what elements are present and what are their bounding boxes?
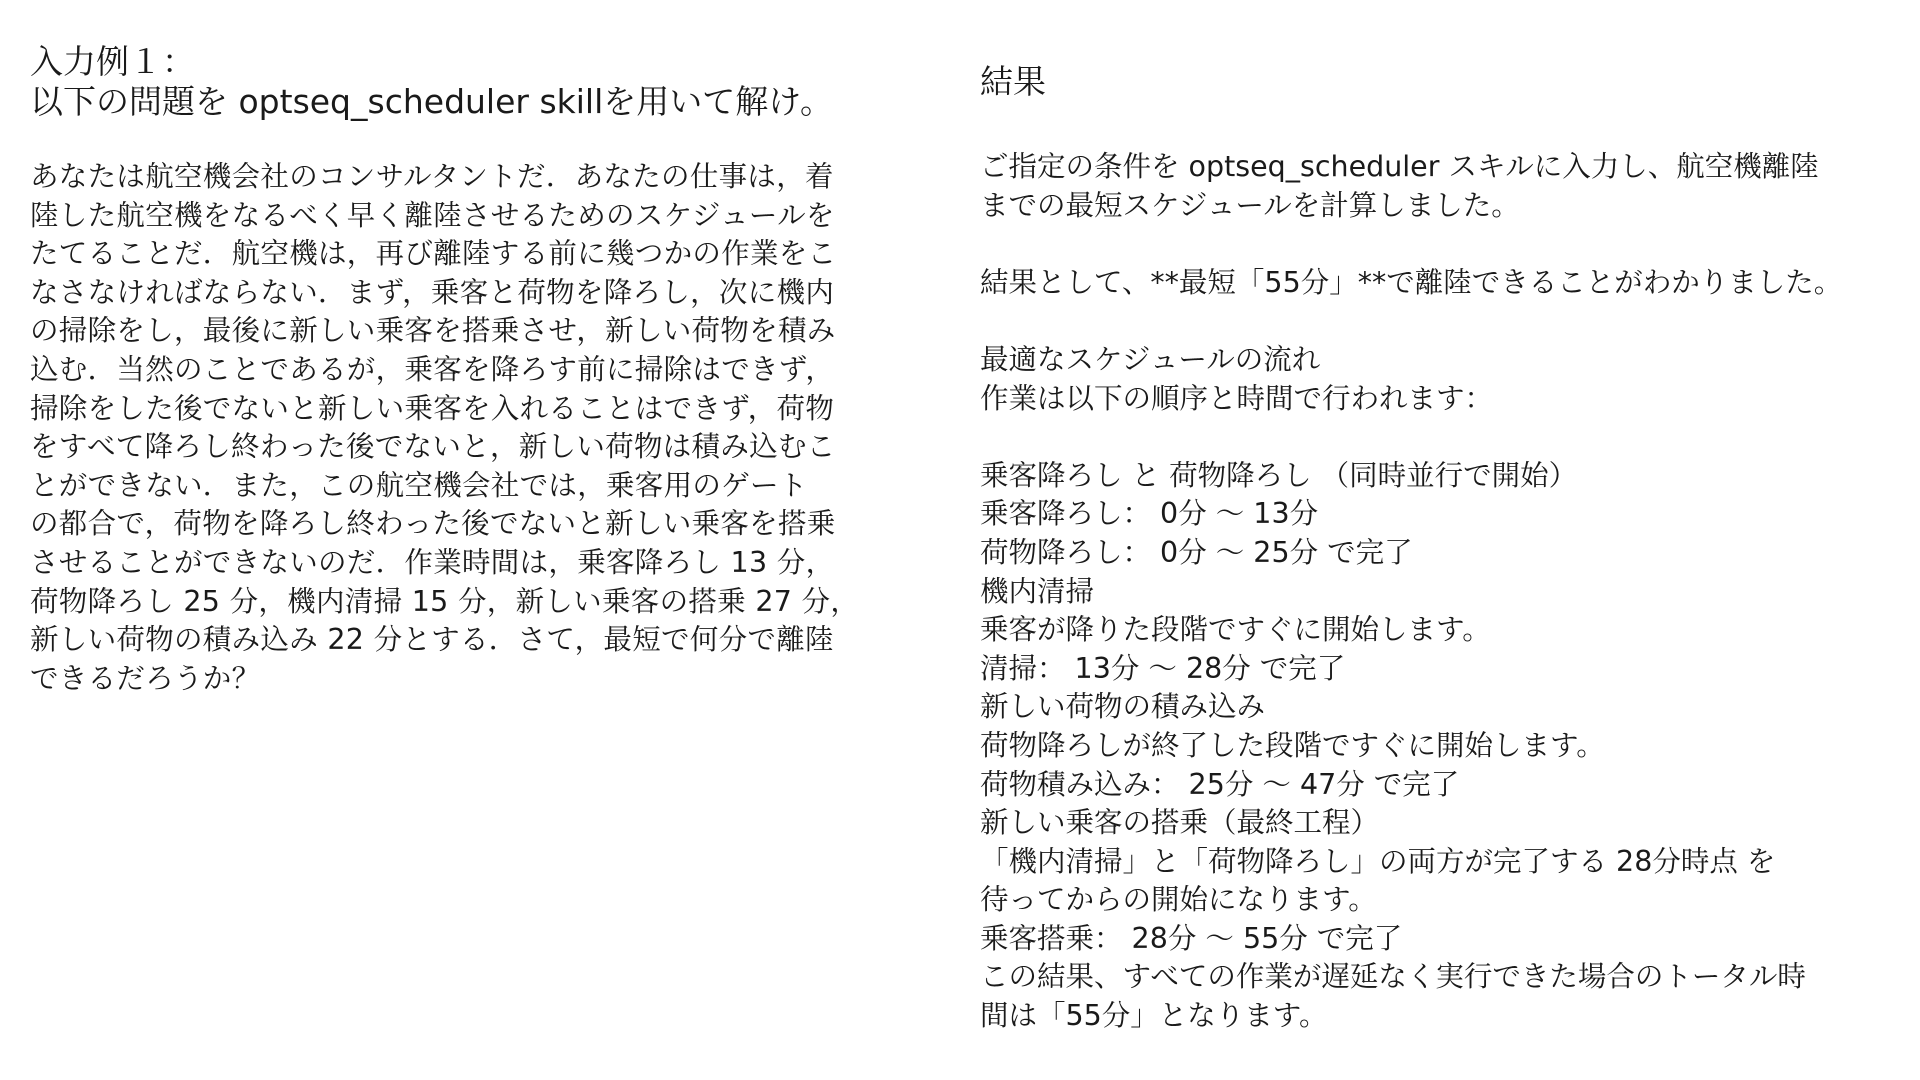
step-line: この結果、すべての作業が遅延なく実行できた場合のトータル時: [980, 960, 1806, 994]
problem-line: 荷物降ろし 25 分，機内清掃 15 分，新しい乗客の搭乗 27 分，: [30, 584, 860, 618]
conclusion-line: 結果として、**最短「55分」**で離陸できることがわかりました。: [980, 265, 1843, 299]
intro-line: までの最短スケジュールを計算しました。: [980, 188, 1520, 222]
problem-line: の掃除をし，最後に新しい乗客を搭乗させ，新しい荷物を積み: [30, 314, 836, 348]
problem-line: の都合で，荷物を降ろし終わった後でないと新しい乗客を搭乗: [30, 507, 836, 541]
instruction-line: 以下の問題を optseq_scheduler skillを用いて解け。: [30, 82, 833, 121]
step-line: 荷物降ろしが終了した段階ですぐに開始します。: [980, 728, 1605, 762]
step-line: 「機内清掃」と「荷物降ろし」の両方が完了する 28分時点 を: [980, 844, 1776, 878]
problem-line: 込む．当然のことであるが，乗客を降ろす前に掃除はできず，: [30, 352, 835, 386]
problem-line: 陸した航空機をなるべく早く離陸させるためのスケジュールを: [30, 198, 835, 232]
step-line: 荷物積み込み： 25分 〜 47分 で完了: [980, 767, 1460, 801]
step-line: 新しい乗客の搭乗（最終工程）: [980, 806, 1380, 840]
step-line: 乗客が降りた段階ですぐに開始します。: [980, 613, 1491, 647]
result-title: 結果: [980, 62, 1046, 101]
example-label: 入力例１：: [30, 42, 195, 81]
flow-subheading: 作業は以下の順序と時間で行われます：: [980, 381, 1494, 415]
problem-line: させることができないのだ．作業時間は，乗客降ろし 13 分，: [30, 545, 835, 579]
problem-line: あなたは航空機会社のコンサルタントだ．あなたの仕事は，着: [30, 160, 834, 193]
result-column: [980, 0, 1915, 1036]
problem-column: [30, 0, 945, 698]
example-header: [30, 42, 945, 122]
step-line: 乗客降ろし： 0分 〜 13分: [980, 497, 1319, 531]
problem-line: とができない．また，この航空機会社では，乗客用のゲート: [30, 468, 808, 502]
problem-line: なさなければならない．まず，乗客と荷物を降ろし，次に機内: [30, 275, 835, 309]
step-line: 荷物降ろし： 0分 〜 25分 で完了: [980, 535, 1413, 569]
step-line: 待ってからの開始になります。: [980, 883, 1377, 917]
result-text: [980, 148, 1915, 1036]
step-line: 間は「55分」となります。: [980, 999, 1328, 1033]
problem-line: たてることだ．航空機は，再び離陸する前に幾つかの作業をこ: [30, 237, 837, 271]
step-line: 清掃： 13分 〜 28分 で完了: [980, 651, 1346, 685]
spacer: [980, 225, 1915, 264]
intro-line: ご指定の条件を optseq_scheduler スキルに入力し、航空機離陸: [980, 150, 1819, 183]
flow-heading: 最適なスケジュールの流れ: [980, 342, 1321, 376]
step-line: 新しい荷物の積み込み: [980, 690, 1266, 724]
step-line: 乗客搭乗： 28分 〜 55分 で完了: [980, 921, 1403, 955]
problem-line: できるだろうか？: [30, 661, 261, 695]
problem-line: 新しい荷物の積み込み 22 分とする．さて，最短で何分で離陸: [30, 623, 834, 657]
problem-text: [30, 158, 945, 698]
spacer: [980, 418, 1915, 457]
problem-line: 掃除をした後でないと新しい乗客を入れることはできず，荷物: [30, 391, 835, 425]
problem-line: をすべて降ろし終わった後でないと，新しい荷物は積み込むこ: [30, 430, 836, 464]
step-line: 乗客降ろし と 荷物降ろし （同時並行で開始）: [980, 458, 1578, 492]
step-line: 機内清掃: [980, 574, 1095, 608]
spacer: [980, 302, 1915, 341]
